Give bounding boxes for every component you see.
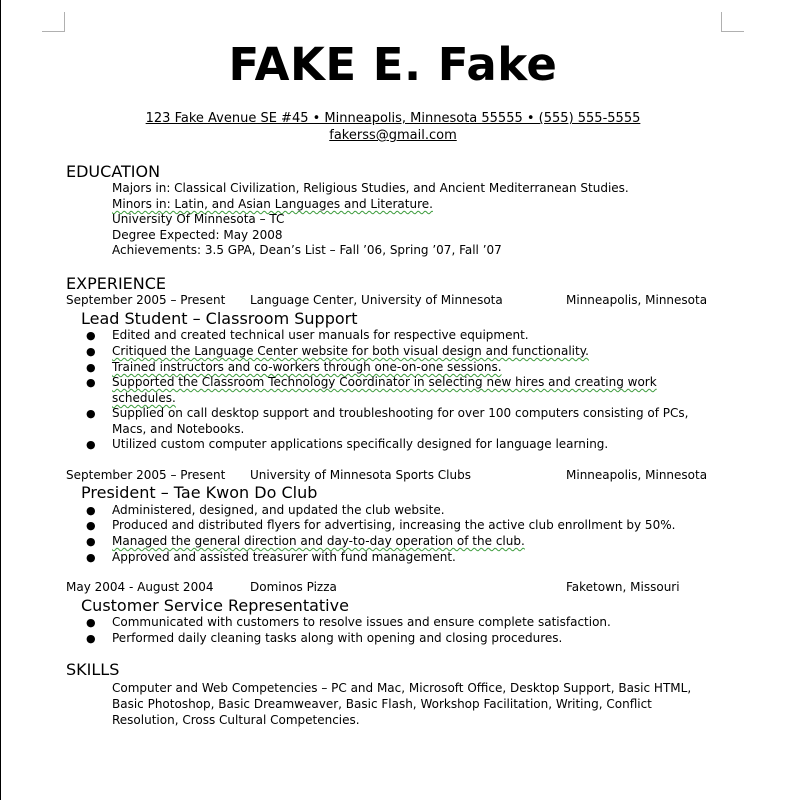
education-heading: EDUCATION <box>66 162 161 181</box>
job-2-bullet-4: Approved and assisted treasurer with fund management. <box>112 550 456 564</box>
job-1-bullet-4: Supported the Classroom Technology Coordinator in selecting new hires and creating work schedules. <box>112 375 657 405</box>
job-1-bullet-6: Utilized custom computer applications specifically designed for language learning. <box>112 437 609 451</box>
bullet-dot: ● <box>86 504 96 517</box>
job-3-bullet-1: Communicated with customers to resolve issues and ensure complete satisfaction. <box>112 615 611 629</box>
bullet-dot: ● <box>86 551 96 564</box>
contact-email-line <box>0 128 786 143</box>
job-1-dates: September 2005 – Present <box>66 293 226 307</box>
bullet-dot: ● <box>86 535 96 548</box>
job-1-title: Lead Student – Classroom Support <box>81 309 358 328</box>
job-2-location: Minneapolis, Minnesota <box>566 468 708 482</box>
bullet-dot: ● <box>86 519 96 532</box>
job-1-bullet-3: Trained instructors and co-workers through one-on-one sessions. <box>112 360 502 374</box>
job-1-org: Language Center, University of Minnesota <box>250 293 503 307</box>
job-1-bullet-2: Critiqued the Language Center website for both visual design and functionality. <box>112 344 589 358</box>
email-link[interactable]: fakerss@gmail.com <box>329 128 457 143</box>
experience-heading: EXPERIENCE <box>66 274 167 293</box>
job-3-org: Dominos Pizza <box>250 580 337 594</box>
bullet-dot: ● <box>86 438 96 451</box>
education-majors: Majors in: Classical Civilization, Religious Studies, and Ancient Mediterranean Studies. <box>112 181 629 195</box>
job-3-dates: May 2004 - August 2004 <box>66 580 214 594</box>
skills-text: Computer and Web Competencies – PC and Mac, Microsoft Office, Desktop Support, Basic HTML, Basic Photoshop, Basic Dreamweaver, Basic Flash, Workshop Facilitation, Writing, Conflict Resolution, Cross Cultural Competencies. <box>112 681 692 727</box>
job-2-bullet-3: Managed the general direction and day-to-day operation of the club. <box>112 534 525 548</box>
job-2-bullet-1: Administered, designed, and updated the club website. <box>112 503 445 517</box>
job-3-title: Customer Service Representative <box>81 596 349 615</box>
bullet-dot: ● <box>86 632 96 645</box>
bullet-dot: ● <box>86 329 96 342</box>
job-3-bullet-2: Performed daily cleaning tasks along with opening and closing procedures. <box>112 631 563 645</box>
job-1-bullet-1: Edited and created technical user manuals for respective equipment. <box>112 328 529 342</box>
job-2-dates: September 2005 – Present <box>66 468 226 482</box>
skills-heading: SKILLS <box>66 660 120 679</box>
address-text[interactable]: 123 Fake Avenue SE #45 • Minneapolis, Minnesota 55555 • (555) 555-5555 <box>145 111 641 126</box>
job-2-org: University of Minnesota Sports Clubs <box>250 468 471 482</box>
job-3-location: Faketown, Missouri <box>566 580 680 594</box>
bullet-dot: ● <box>86 376 96 389</box>
job-1-location: Minneapolis, Minnesota <box>566 293 708 307</box>
job-2-title: President – Tae Kwon Do Club <box>81 483 318 502</box>
crop-mark-top-right <box>721 12 744 32</box>
education-minors: Minors in: Latin, and Asian Languages and Literature. <box>112 197 433 211</box>
bullet-dot: ● <box>86 616 96 629</box>
contact-address-line <box>0 111 786 126</box>
bullet-dot: ● <box>86 361 96 374</box>
job-1-bullet-5: Supplied on call desktop support and troubleshooting for over 100 computers consisting of PCs, Macs, and Notebooks. <box>112 406 689 436</box>
bullet-dot: ● <box>86 345 96 358</box>
crop-mark-top-left <box>42 12 65 32</box>
bullet-dot: ● <box>86 407 96 420</box>
resume-name: FAKE E. Fake <box>228 38 558 91</box>
education-achievements: Achievements: 3.5 GPA, Dean’s List – Fall ’06, Spring ’07, Fall ’07 <box>112 243 502 257</box>
education-university: University Of Minnesota – TC <box>112 212 285 226</box>
job-2-bullet-2: Produced and distributed flyers for advertising, increasing the active club enrollment by 50%. <box>112 518 676 532</box>
education-degree: Degree Expected: May 2008 <box>112 228 283 242</box>
